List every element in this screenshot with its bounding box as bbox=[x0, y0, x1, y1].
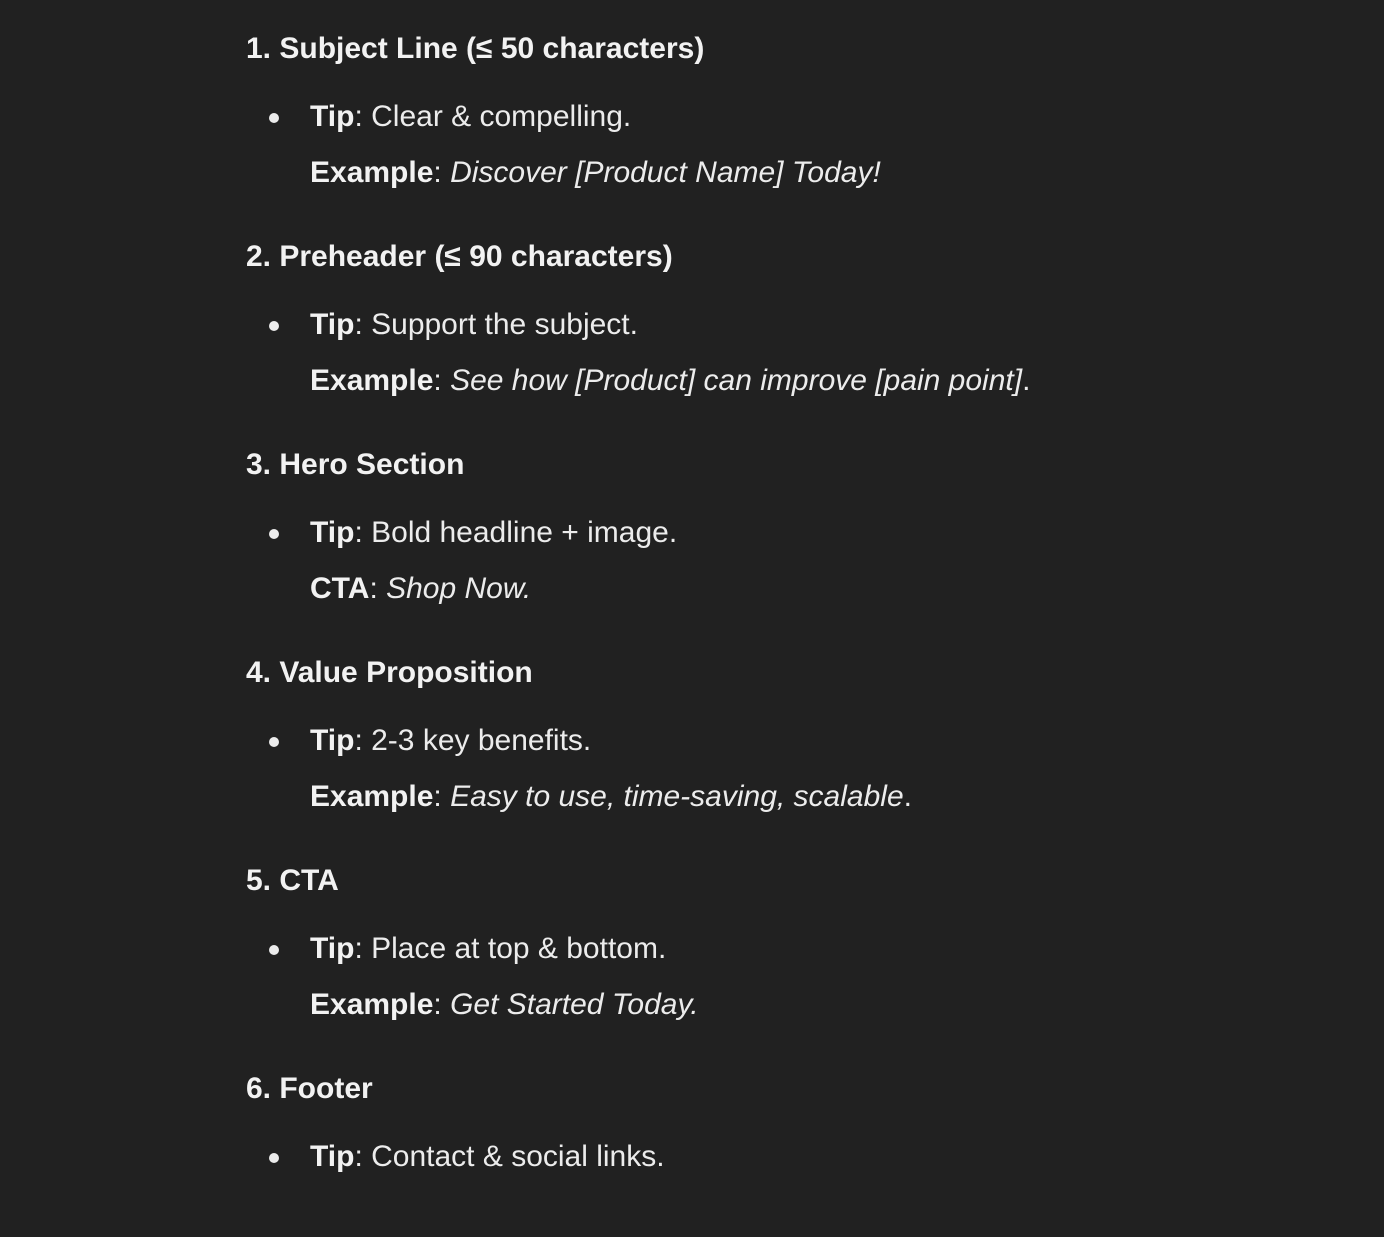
tip-label: Tip bbox=[310, 100, 355, 133]
example-line bbox=[310, 779, 1246, 815]
tip-label: Tip bbox=[310, 308, 355, 341]
tip-text: : Clear & compelling. bbox=[354, 100, 632, 133]
tip-text: : Contact & social links. bbox=[354, 1140, 665, 1173]
tip-text: : 2-3 key benefits. bbox=[354, 724, 592, 757]
bullet-icon bbox=[269, 945, 279, 955]
list-item bbox=[246, 515, 1246, 607]
section-value-proposition bbox=[246, 655, 1246, 815]
tip-line bbox=[310, 515, 1246, 551]
list-item bbox=[246, 723, 1246, 815]
list-item bbox=[246, 99, 1246, 191]
bullet-icon bbox=[269, 1153, 279, 1163]
example-trailing: . bbox=[903, 780, 912, 813]
cta-text: Shop Now. bbox=[386, 572, 532, 605]
example-line bbox=[310, 155, 1246, 191]
example-trailing: . bbox=[1022, 364, 1031, 397]
bullet-icon bbox=[269, 529, 279, 539]
example-label: Example bbox=[310, 780, 434, 813]
example-label: Example bbox=[310, 156, 434, 189]
section-heading: 2. Preheader (≤ 90 characters) bbox=[246, 240, 673, 273]
bullet-icon bbox=[269, 321, 279, 331]
list-item bbox=[246, 307, 1246, 399]
list-item bbox=[246, 1139, 1246, 1175]
bullet-icon bbox=[269, 113, 279, 123]
example-line bbox=[310, 363, 1246, 399]
example-separator: : bbox=[433, 156, 451, 189]
section-heading: 6. Footer bbox=[246, 1072, 373, 1105]
example-line bbox=[310, 987, 1246, 1023]
tip-text: : Place at top & bottom. bbox=[354, 932, 667, 965]
example-label: Example bbox=[310, 988, 434, 1021]
example-separator: : bbox=[433, 988, 451, 1021]
example-text: Discover [Product Name] Today! bbox=[450, 156, 881, 189]
example-text: See how [Product] can improve [pain point] bbox=[450, 364, 1023, 397]
cta-separator: : bbox=[369, 572, 387, 605]
section-preheader bbox=[246, 239, 1246, 399]
tip-line bbox=[310, 723, 1246, 759]
tip-line bbox=[310, 99, 1246, 135]
section-heading: 3. Hero Section bbox=[246, 448, 465, 481]
tip-line bbox=[310, 1139, 1246, 1175]
section-footer bbox=[246, 1071, 1246, 1175]
section-hero bbox=[246, 447, 1246, 607]
tip-line bbox=[310, 931, 1246, 967]
tip-label: Tip bbox=[310, 516, 355, 549]
tip-text: : Support the subject. bbox=[354, 308, 638, 341]
cta-label: CTA bbox=[310, 572, 370, 605]
example-text: Get Started Today. bbox=[450, 988, 699, 1021]
tip-label: Tip bbox=[310, 1140, 355, 1173]
section-heading: 4. Value Proposition bbox=[246, 656, 533, 689]
section-heading: 1. Subject Line (≤ 50 characters) bbox=[246, 32, 705, 65]
example-label: Example bbox=[310, 364, 434, 397]
section-heading: 5. CTA bbox=[246, 864, 339, 897]
bullet-icon bbox=[269, 737, 279, 747]
example-separator: : bbox=[433, 364, 451, 397]
tip-label: Tip bbox=[310, 724, 355, 757]
tip-label: Tip bbox=[310, 932, 355, 965]
tip-line bbox=[310, 307, 1246, 343]
cta-line bbox=[310, 571, 1246, 607]
example-text: Easy to use, time-saving, scalable bbox=[450, 780, 904, 813]
section-subject-line bbox=[246, 31, 1246, 191]
tip-text: : Bold headline + image. bbox=[354, 516, 678, 549]
example-separator: : bbox=[433, 780, 451, 813]
list-item bbox=[246, 931, 1246, 1023]
section-cta bbox=[246, 863, 1246, 1023]
